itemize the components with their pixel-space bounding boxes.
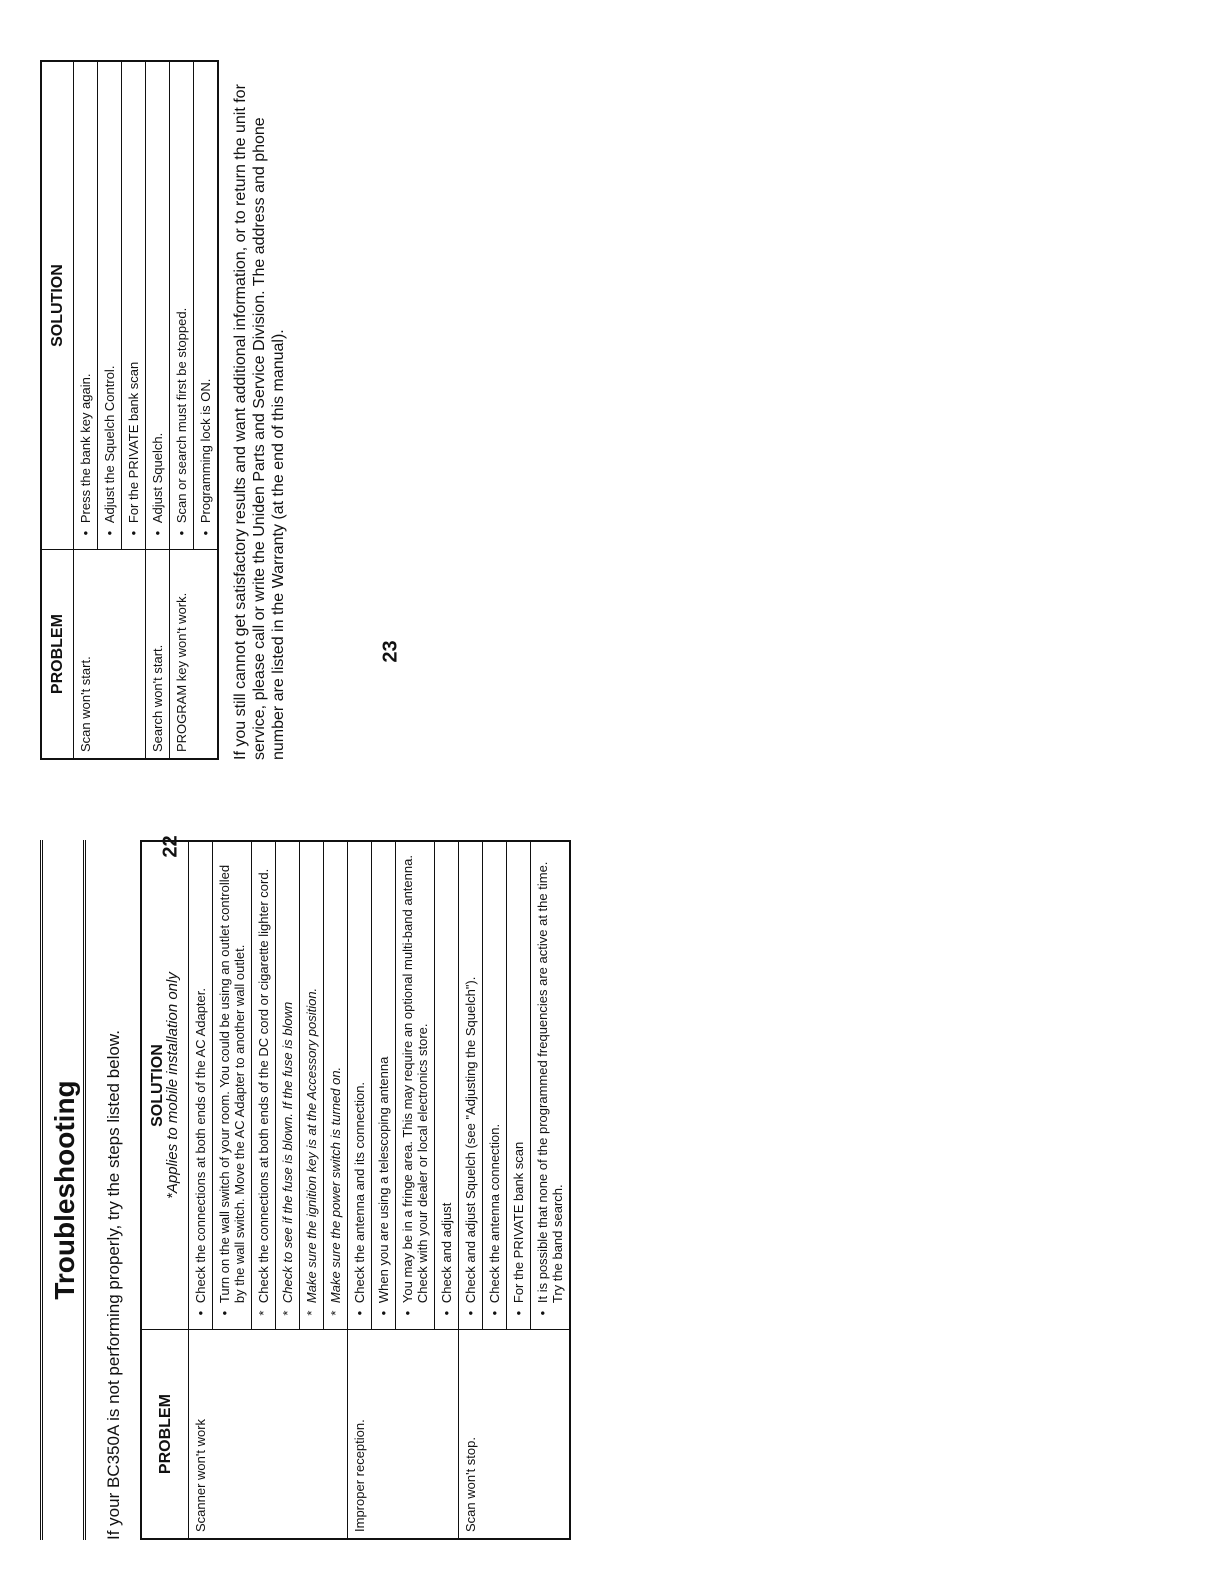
solution-text: Programming lock is ON.	[198, 378, 213, 524]
header-solution: SOLUTION	[41, 61, 74, 550]
bullet-icon: •	[198, 530, 213, 536]
solution-cell	[435, 841, 459, 1330]
bullet-icon: •	[150, 530, 165, 536]
bullet-icon: •	[439, 1310, 454, 1316]
bullet-icon: •	[511, 1310, 526, 1316]
bullet-icon: •	[487, 1310, 502, 1316]
solution-text: Scan or search must first be stopped.	[174, 307, 189, 524]
troubleshooting-table-left	[140, 840, 571, 1540]
bullet-icon: •	[174, 530, 189, 536]
header-problem: PROBLEM	[41, 550, 74, 759]
table-row	[74, 61, 98, 759]
table-row	[146, 61, 170, 759]
solution-text: You may be in a fringe area. This may require an optional multi-band antenna. Check with your dealer or local electronics store.	[400, 855, 430, 1304]
header-solution-label: SOLUTION	[149, 1044, 166, 1127]
closing-paragraph: If you still cannot get satisfactory results and want additional information, or to return the unit for service, please call or write the Uniden Parts and Service Division. The address and phone number are listed in the Warranty (at the end of this manual).	[232, 84, 287, 760]
bullet-icon: *	[304, 1310, 319, 1316]
solution-cell	[189, 841, 213, 1330]
solution-text: Check to see if the fuse is blown. If the fuse is blown	[280, 1001, 295, 1304]
problem-cell: PROGRAM key won't work.	[170, 550, 219, 759]
solution-cell	[122, 61, 146, 550]
solution-cell	[324, 841, 348, 1330]
solution-cell	[98, 61, 122, 550]
bullet-icon: •	[126, 530, 141, 536]
bullet-icon: *	[256, 1310, 271, 1316]
table-body-right	[74, 61, 219, 759]
bullet-icon: •	[400, 1310, 415, 1316]
bullet-icon: •	[78, 530, 93, 536]
solution-text: Check the antenna and its connection.	[352, 1081, 367, 1304]
bullet-icon: *	[328, 1310, 343, 1316]
table-row	[170, 61, 194, 759]
table-row	[189, 841, 213, 1539]
problem-cell: Scan won't start.	[74, 550, 146, 759]
solution-text: When you are using a telescoping antenna	[376, 1056, 391, 1304]
page-number-22: 22	[159, 835, 182, 858]
solution-text: Turn on the wall switch of your room. You could be using an outlet controlled by the wall switch. Move the AC Adapter to another wall outlet.	[217, 864, 247, 1304]
solution-text: Adjust Squelch.	[150, 432, 165, 524]
problem-cell: Improper reception.	[348, 1330, 459, 1539]
solution-cell	[483, 841, 507, 1330]
title-rule-top	[40, 840, 43, 1540]
solution-text: Make sure the ignition key is at the Accessory position.	[304, 987, 319, 1304]
solution-text: Adjust the Squelch Control.	[102, 365, 117, 524]
bullet-icon: •	[376, 1310, 391, 1316]
solution-cell	[459, 841, 483, 1330]
solution-text: Check the antenna connection.	[487, 1123, 502, 1304]
solution-text: Make sure the power switch is turned on.	[328, 1066, 343, 1304]
bullet-icon: •	[535, 1310, 550, 1316]
page-title: Troubleshooting	[49, 1080, 80, 1300]
solution-cell	[252, 841, 276, 1330]
header-problem: PROBLEM	[141, 1330, 189, 1539]
header-solution-note: *Applies to mobile installation only	[164, 972, 181, 1199]
page-22	[40, 840, 910, 1540]
table-row	[459, 841, 483, 1539]
solution-cell	[372, 841, 396, 1330]
solution-text: For the PRIVATE bank scan	[126, 361, 141, 524]
solution-cell	[146, 61, 170, 550]
solution-text: Check and adjust Squelch (see "Adjusting the Squelch").	[463, 976, 478, 1304]
solution-cell	[194, 61, 219, 550]
header-solution	[141, 841, 189, 1330]
solution-text: It is possible that none of the programmed frequencies are active at the time. Try the band search.	[535, 861, 565, 1304]
problem-cell: Search won't start.	[146, 550, 170, 759]
solution-text: Press the bank key again.	[78, 373, 93, 524]
solution-cell	[396, 841, 435, 1330]
solution-text: For the PRIVATE bank scan	[511, 1141, 526, 1304]
solution-cell	[507, 841, 531, 1330]
bullet-icon: •	[193, 1310, 208, 1316]
troubleshooting-table-right	[40, 60, 219, 760]
solution-cell	[170, 61, 194, 550]
solution-cell	[276, 841, 300, 1330]
table-body-left	[189, 841, 571, 1539]
title-rule-bottom	[83, 840, 86, 1540]
problem-cell: Scanner won't work	[189, 1330, 348, 1539]
bullet-icon: •	[102, 530, 117, 536]
page-number-23: 23	[379, 640, 402, 663]
solution-cell	[348, 841, 372, 1330]
solution-cell	[74, 61, 98, 550]
solution-cell	[300, 841, 324, 1330]
intro-text: If your BC350A is not performing properly, try the steps listed below.	[104, 1030, 123, 1540]
solution-text: Check and adjust	[439, 1202, 454, 1304]
solution-text: Check the connections at both ends of the DC cord or cigarette lighter cord.	[256, 868, 271, 1304]
solution-cell	[213, 841, 252, 1330]
solution-text: Check the connections at both ends of the AC Adapter.	[193, 988, 208, 1304]
bullet-icon: *	[280, 1310, 295, 1316]
table-row	[348, 841, 372, 1539]
problem-cell: Scan won't stop.	[459, 1330, 571, 1539]
bullet-icon: •	[463, 1310, 478, 1316]
solution-cell	[531, 841, 571, 1330]
bullet-icon: •	[352, 1310, 367, 1316]
bullet-icon: •	[217, 1310, 232, 1316]
